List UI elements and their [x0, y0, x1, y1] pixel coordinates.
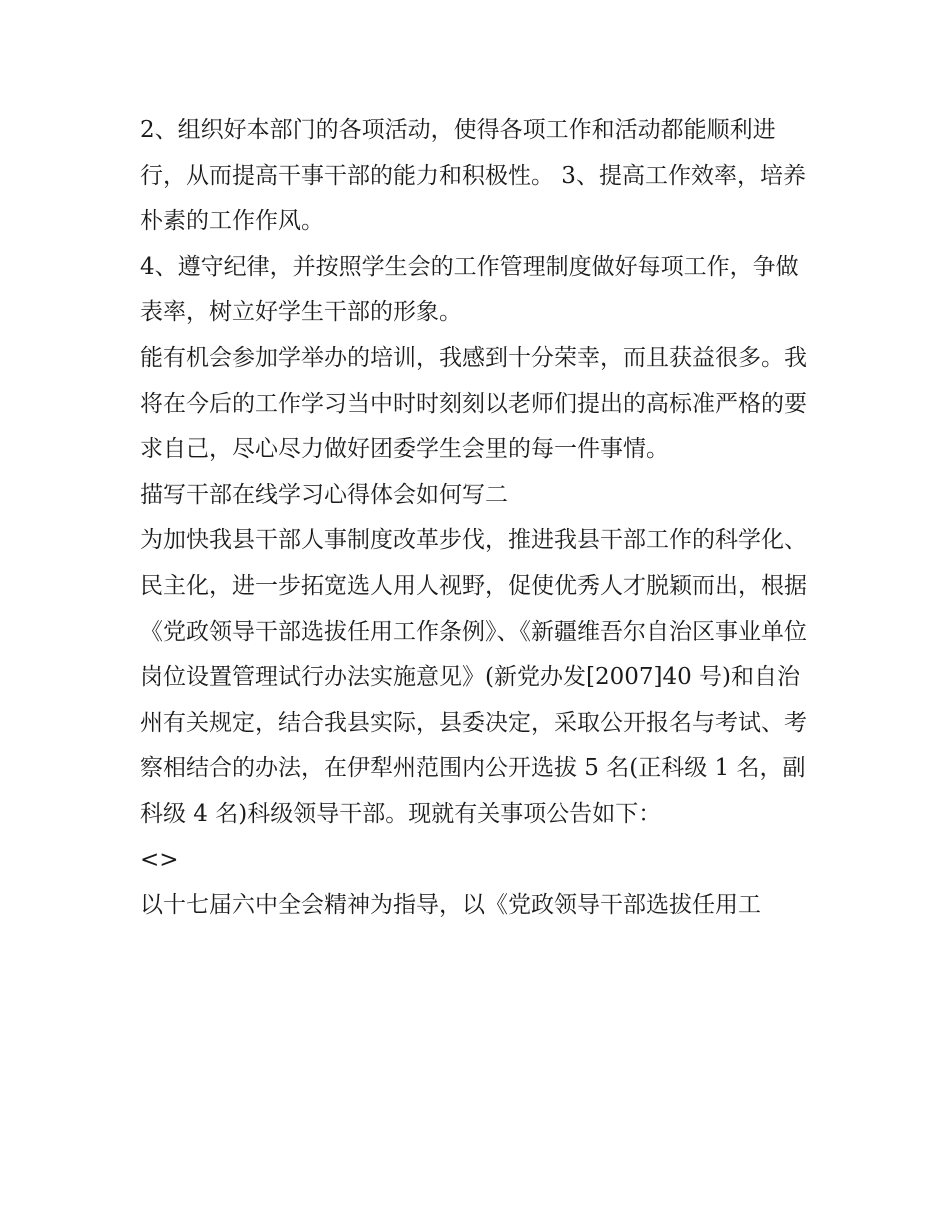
paragraph-guiding-principle: 以十七届六中全会精神为指导，以《党政领导干部选拔任用工 — [140, 892, 761, 919]
document-body — [140, 108, 820, 929]
paragraph-training-reflection: 能有机会参加学举办的培训，我感到十分荣幸，而且获益很多。我将在今后的工作学习当中时时刻刻以老师们提出的高标准严格的要求自己，尽心尽力做好团委学生会里的每一件事情。 — [140, 344, 807, 463]
paragraph-duties-2-3: 2、组织好本部门的各项活动，使得各项工作和活动都能顺利进行，从而提高干事干部的能力和积极性。 3、提高工作效率，培养朴素的工作作风。 — [140, 117, 806, 235]
paragraph-duty-4: 4、遵守纪律，并按照学生会的工作管理制度做好每项工作，争做表率，树立好学生干部的形象。 — [140, 253, 799, 326]
placeholder-marker: <> — [140, 846, 179, 873]
paragraph-announcement: 为加快我县干部人事制度改革步伐，推进我县干部工作的科学化、民主化，进一步拓宽选人用人视野，促使优秀人才脱颖而出，根据《党政领导干部选拔任用工作条例》、《新疆维吾尔自治区事业单位岗位设置管理试行办法实施意见》(新党办发[2007]40 号)和自治州有关规定，结合我县实际，县委决定，采取公开报名与考试、考察相结合的办法，在伊犁州范围内公开选拔 5 名(正科级 1 名，副科级 4 名)科级领导干部。现就有关事项公告如下： — [140, 527, 807, 827]
section-heading: 描写干部在线学习心得体会如何写二 — [140, 481, 508, 508]
